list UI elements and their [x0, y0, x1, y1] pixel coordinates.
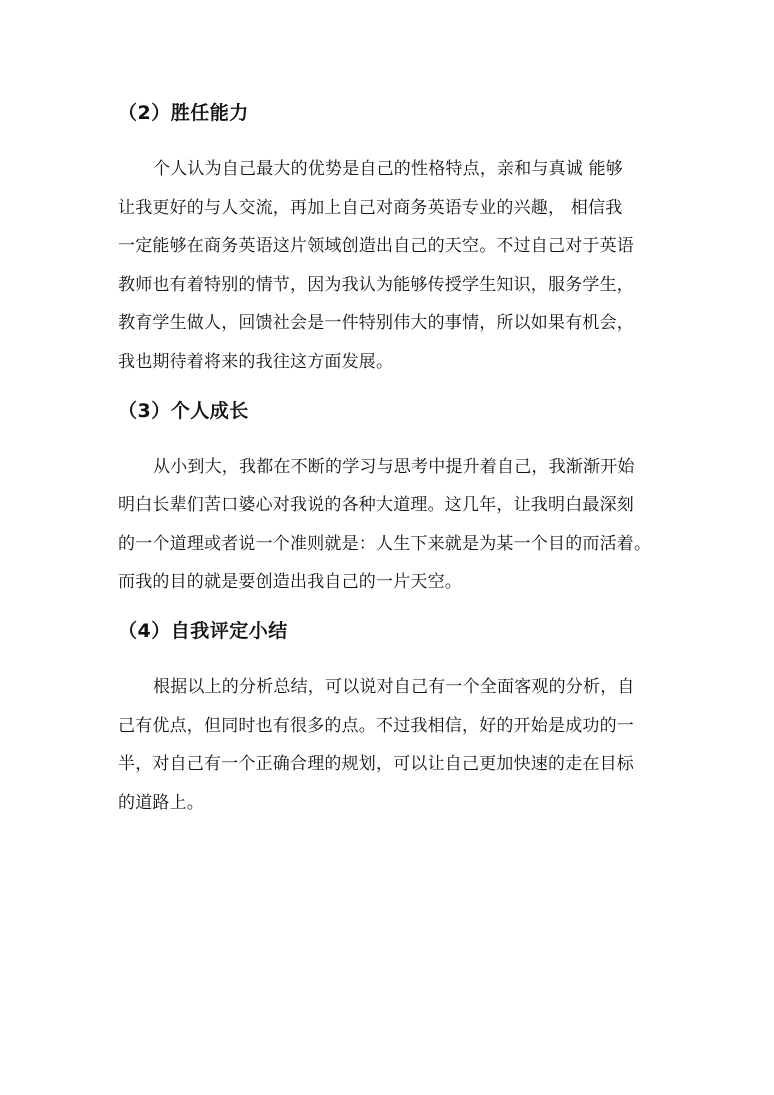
- text-line: 一定能够在商务英语这片领域创造出自己的天空。不过自己对于英语: [118, 236, 634, 257]
- text-line: 半，对自己有一个正确合理的规划，可以让自己更加快速的走在目标: [118, 754, 634, 775]
- section-heading-growth: （3）个人成长: [118, 399, 249, 422]
- text-line: 的道路上。: [118, 792, 204, 813]
- text-line: 个人认为自己最大的优势是自己的性格特点，亲和与真诚 能够: [153, 159, 624, 179]
- document-body: [118, 96, 663, 822]
- text-line: 让我更好的与人交流，再加上自己对商务英语专业的兴趣， 相信我: [118, 197, 623, 218]
- text-line: 的一个道理或者说一个准则就是：人生下来就是为某一个目的而活着。: [118, 533, 652, 554]
- text-line: 教师也有着特别的情节，因为我认为能够传授学生知识，服务学生，: [118, 274, 634, 295]
- text-line: 根据以上的分析总结，可以说对自己有一个全面客观的分析，自: [153, 676, 635, 697]
- text-line: 教育学生做人，回馈社会是一件特别伟大的事情，所以如果有机会，: [118, 313, 634, 334]
- text-line: 而我的目的就是要创造出我自己的一片天空。: [118, 572, 462, 593]
- section-heading-summary: （4）自我评定小结: [118, 619, 288, 642]
- section-heading-competence: （2）胜任能力: [118, 102, 249, 124]
- paragraph-growth: [118, 448, 663, 602]
- paragraph-summary: [118, 668, 663, 822]
- text-line: 明白长辈们苦口婆心对我说的各种大道理。这几年，让我明白最深刻: [118, 495, 634, 516]
- paragraph-competence: [118, 150, 663, 382]
- text-line: 我也期待着将来的我往这方面发展。: [118, 351, 394, 372]
- text-line: 己有优点，但同时也有很多的点。不过我相信，好的开始是成功的一: [118, 715, 634, 736]
- text-line: 从小到大，我都在不断的学习与思考中提升着自己，我渐渐开始: [153, 456, 635, 477]
